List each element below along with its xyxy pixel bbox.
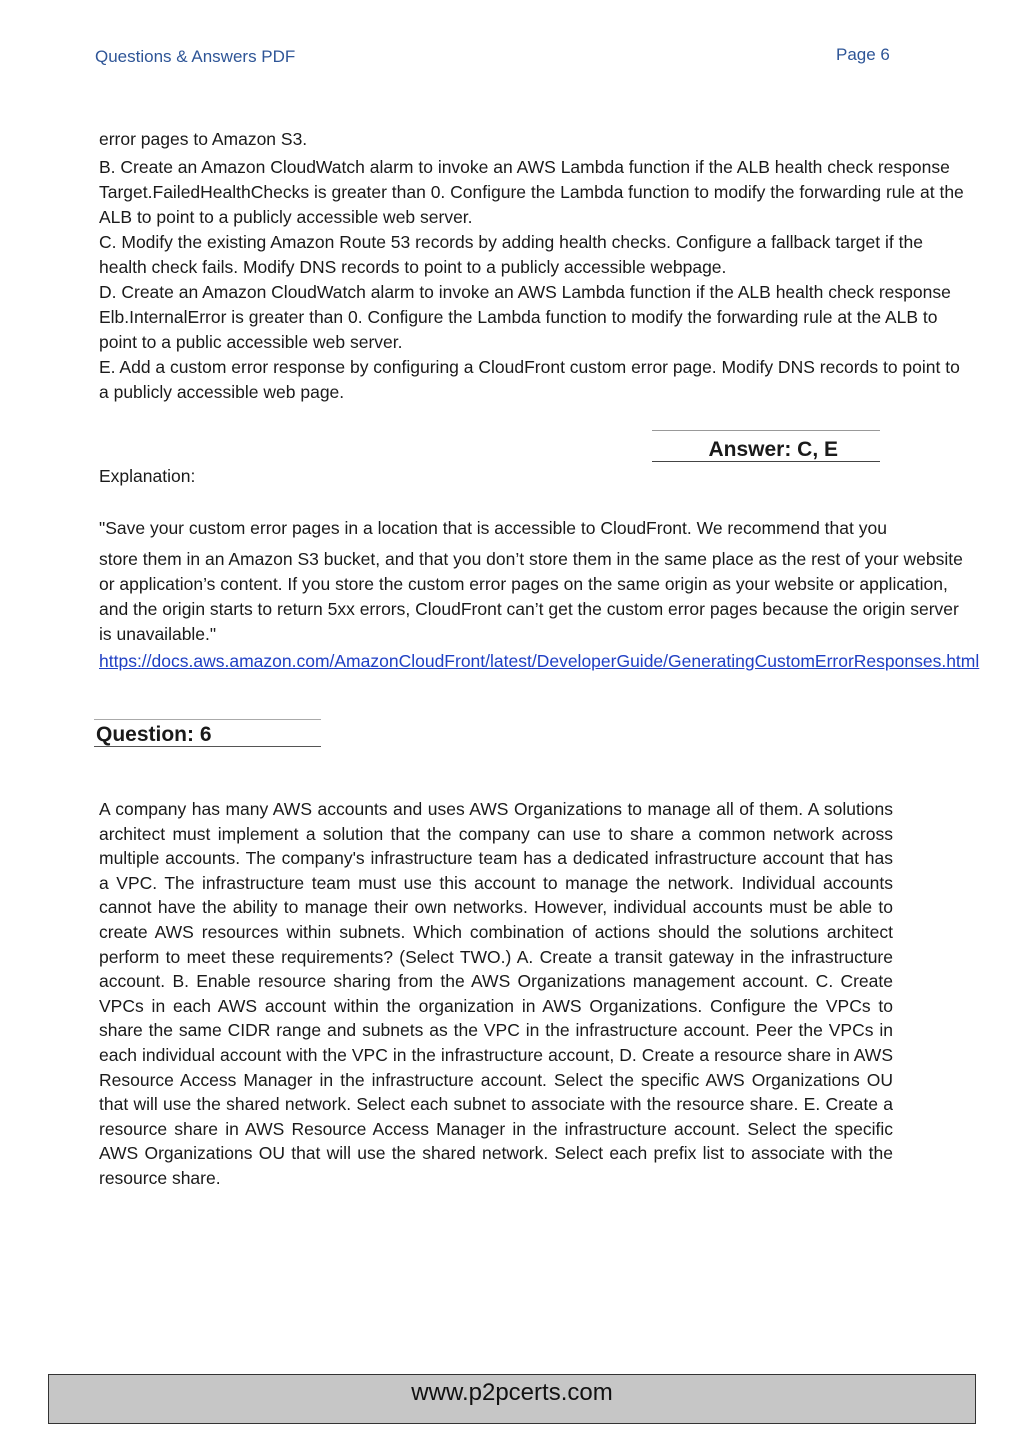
footer-website: www.p2pcerts.com xyxy=(411,1379,613,1406)
footer-bar xyxy=(48,1374,976,1424)
option-b: B. Create an Amazon CloudWatch alarm to invoke an AWS Lambda function if the ALB health check response Target.FailedHealthChecks is greater than 0. Configure the Lambda function to modify the forwarding rule at the ALB to point to a publicly accessible web server. xyxy=(99,157,964,227)
option-c: C. Modify the existing Amazon Route 53 records by adding health checks. Configure a fallback target if the health check fails. Modify DNS records to point to a publicly accessible webpage. xyxy=(99,232,923,277)
option-d: D. Create an Amazon CloudWatch alarm to invoke an AWS Lambda function if the ALB health check response Elb.InternalError is greater than 0. Configure the Lambda function to modify the forwarding rule at the ALB to point to a public accessible web server. xyxy=(99,282,951,352)
option-e: E. Add a custom error response by configuring a CloudFront custom error page. Modify DNS records to point to a publicly accessible web page. xyxy=(99,357,960,402)
explanation-quote-rest: store them in an Amazon S3 bucket, and that you don’t store them in the same place as the rest of your website or application’s content. If you store the custom error pages on the same origin as your website or application, and the origin starts to return 5xx errors, CloudFront can’t get the custom error pages because the origin server is unavailable." xyxy=(99,549,963,644)
option-continuation: error pages to Amazon S3. xyxy=(99,129,308,149)
answer-label: Answer: C, E xyxy=(708,438,838,461)
answer-box xyxy=(652,436,880,462)
explanation-quote xyxy=(99,516,969,647)
answer-rule xyxy=(652,430,880,431)
question-text: A company has many AWS accounts and uses AWS Organizations to manage all of them. A solutions architect must implement a solution that the company can use to share a common network across multiple accounts. The company's infrastructure team has a dedicated infrastructure account that has a VPC. The infrastructure team must use this account to manage the network. Individual accounts cannot have the ability to manage their own networks. However, individual accounts must be able to create AWS resources within subnets. Which combination of actions should the solutions architect perform to meet these requirements? (Select TWO.) A. Create a transit gateway in the infrastructure account. B. Enable resource sharing from the AWS Organizations management account. C. Create VPCs in each AWS account within the organization in AWS Organizations. Configure the VPCs to share the same CIDR range and subnets as the VPC in the infrastructure account. Peer the VPCs in each individual account with the VPC in the infrastructure account, D. Create a resource share in AWS Resource Access Manager in the infrastructure account. Select the specific AWS Organizations OU that will use the shared network. Select each subnet to associate with the resource share. E. Create a resource share in AWS Resource Access Manager in the infrastructure account. Select the specific AWS Organizations OU that will use the shared network. Select each prefix list to associate with the resource share. xyxy=(99,799,893,1188)
question-title: Question: 6 xyxy=(94,721,321,747)
page-header-title: Questions & Answers PDF xyxy=(95,47,296,66)
page-number: Page 6 xyxy=(836,45,890,64)
reference-link[interactable]: https://docs.aws.amazon.com/AmazonCloudFront/latest/DeveloperGuide/GeneratingCustomErrorResponses.html xyxy=(99,651,980,671)
answer-options xyxy=(99,127,969,405)
reference-link-container xyxy=(99,649,980,674)
explanation-label: Explanation: xyxy=(99,466,196,486)
explanation-quote-line1: "Save your custom error pages in a location that is accessible to CloudFront. We recommend that you xyxy=(99,518,887,538)
question-rule xyxy=(94,719,321,720)
